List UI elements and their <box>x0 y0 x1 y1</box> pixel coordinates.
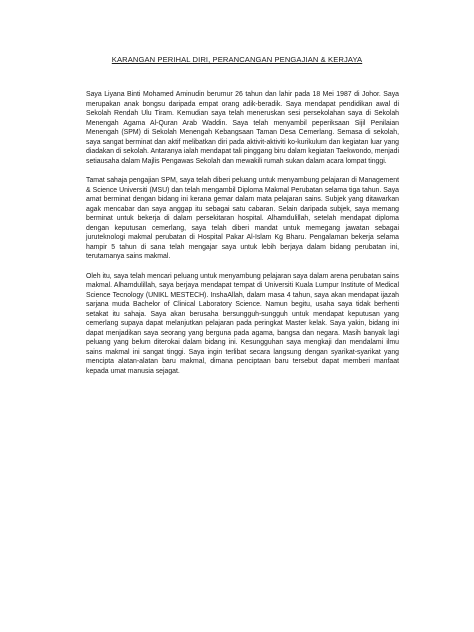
paragraph-personal-background: Saya Liyana Binti Mohamed Aminudin berumur 26 tahun dan lahir pada 18 Mei 1987 di Johor. Saya merupakan anak bongsu daripada empat orang adik-beradik. Saya mendapat pendidikan awal di Sekolah Rendah Ulu Tiram. Kemudian saya telah meneruskan sesi persekolahan saya di Sekolah Menengah Agama Al-Quran Arab Waddin. Saya telah menyambil peperiksaan Sijil Penilaian Menengah (SPM) di Sekolah Menengah Kebangsaan Taman Desa Cemerlang. Semasa di sekolah, saya sangat berminat dan aktif melibatkan diri pada aktivit-aktiviti ko-kurikulum dan kegiatan luar yang diadakan di sekolah. Antaranya ialah mendapat tali pinggang biru dalam kegiatan Taekwondo, menjadi setiausaha dalam Majlis Pengawas Sekolah dan mewakili rumah sukan dalam acara lompat tinggi. <box>86 91 399 165</box>
document-title: KARANGAN PERIHAL DIRI, PERANCANGAN PENGAJIAN & KERJAYA <box>111 55 363 64</box>
document-body <box>86 90 399 386</box>
paragraph-degree-plans: Oleh itu, saya telah mencari peluang untuk menyambung pelajaran saya dalam arena perubatan sains makmal. Alhamdulillah, saya berjaya mendapat tempat di Universiti Kuala Lumpur Institute of Medical Science Tecnology (UNIKL MESTECH). InshaAllah, dalam masa 4 tahun, saya akan mendapat ijazah sarjana muda Bachelor of Clinical Laboratory Science. Namun begitu, usaha saya tidak berhenti setakat itu sahaja. Saya akan berusaha bersungguh-sungguh untuk mendapat keputusan yang cemerlang supaya dapat melanjutkan pelajaran pada peringkat Master kelak. Saya yakin, bidang ini dapat menjadikan saya seorang yang berguna pada agama, bangsa dan negara. Masih banyak lagi peluang yang belum diterokai dalam bidang ini. Kesungguhan saya mengkaji dan mendalami ilmu sains makmal ini sangat tinggi. Saya ingin terlibat secara langsung dengan syarikat-syarikat yang mencipta alatan-alatan baru makmal, dimana penciptaan baru tersebut dapat memberi manfaat kepada umat manusia sejagat. <box>86 272 399 375</box>
paragraph-diploma-career: Tamat sahaja pengajian SPM, saya telah diberi peluang untuk menyambung pelajaran di Management & Science Universiti (MSU) dan telah mengambil Diploma Makmal Perubatan selama tiga tahun. Saya amat berminat dengan bidang ini kerana gemar dalam mata pelajaran sains. Subjek yang ditawarkan agak mencabar dan saya anggap itu sebagai satu cabaran. Selain daripada subjek, saya memang berminat untuk bekerja di dalam persekitaran hospital. Alhamdulillah, setelah mendapat diploma dengan keputusan cemerlang, saya telah diberi mandat untuk memegang jawatan sebagai juruteknologi makmal perubatan di Hospital Pakar Al-Islam Kg Bharu. Pengalaman bekerja selama hampir 5 tahun di sana telah mengajar saya untuk lebih berjaya dalam bidang perubatan ini, terutamanya sains makmal. <box>86 177 399 260</box>
